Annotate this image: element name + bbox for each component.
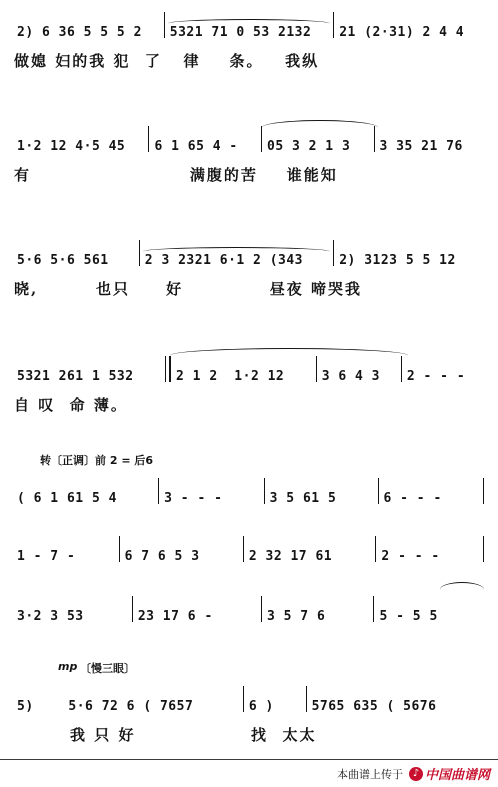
measure: 2) 6 36 5 5 5 2	[17, 25, 142, 40]
measure: 3 5 61 5	[269, 491, 337, 506]
measure: 5765 635 ( 5676	[311, 699, 437, 714]
notes-line-1	[14, 8, 484, 40]
measure: 5·6 5·6 561	[17, 253, 109, 268]
site-logo-text: 中国曲谱网	[424, 768, 490, 783]
measure: 3 35 21 76	[379, 139, 463, 154]
measure: 6 7 6 5 3	[124, 549, 200, 564]
site-logo[interactable]	[409, 764, 490, 783]
measure: 1 - 7 -	[17, 549, 76, 564]
tempo-mark: 〔慢三眼〕	[80, 662, 135, 675]
measure: 5 - 5 5	[379, 609, 438, 624]
notes-line-3	[14, 236, 484, 268]
measure: 3·2 3 53	[17, 609, 84, 624]
measure: 3 5 7 6	[266, 609, 326, 624]
lyrics-line-4: 自 叹 命 薄。	[14, 396, 128, 414]
measure: 6 )	[248, 699, 274, 714]
lyrics-line-3: 晓, 也只 好 昼夜 啼哭我	[14, 280, 362, 298]
measure: 6 1 65 4 -	[154, 139, 238, 154]
notes-line-2	[14, 122, 484, 154]
instrumental-1	[0, 474, 498, 534]
measure: 5·6 72 6 ( 7657	[68, 699, 194, 714]
lyrics-final: 我 只 好 找 太太	[70, 726, 317, 744]
measure: 05 3 2 1 3	[267, 139, 351, 154]
measure: 2 3 2321 6·1 2 (343	[142, 245, 331, 268]
dynamic-mark: mp	[58, 660, 78, 673]
modulation-note: 转〔正调〕前 2 = 后6	[40, 454, 154, 467]
measure: 2 - - -	[406, 369, 466, 384]
measure: 2 32 17 61	[248, 549, 333, 564]
final-system	[0, 682, 498, 742]
notes-line-4	[14, 352, 484, 384]
measure: 3 6 4 3	[321, 369, 380, 384]
measure: 2 1 2 1·2 12	[176, 369, 285, 384]
measure: 6 - - -	[383, 491, 442, 506]
upload-note: 本曲谱上传于	[337, 768, 403, 781]
instrumental-3	[0, 592, 498, 652]
lyrics-line-1: 做媳 妇的我 犯 了 律 条。 我纵	[14, 52, 320, 70]
measure: 5)	[17, 699, 34, 714]
system-3	[0, 236, 498, 296]
system-1	[0, 8, 498, 68]
measure: 1·2 12 4·5 45	[17, 139, 126, 154]
footer	[0, 759, 498, 786]
measure: 5321 71 0 53 2132	[167, 17, 331, 40]
measure: 23 17 6 -	[137, 609, 213, 624]
lyrics-line-2: 有 满腹的苦 谁能知	[14, 166, 338, 184]
system-4	[0, 352, 498, 412]
instrumental-2	[0, 532, 498, 592]
measure: 5321 261 1 532	[17, 369, 134, 384]
measure: 2) 3123 5 5 12	[339, 253, 456, 268]
music-note-icon: ♪	[409, 767, 423, 781]
measure: 2 - - -	[381, 549, 440, 564]
measure: 3 - - -	[164, 491, 223, 506]
system-2	[0, 122, 498, 182]
measure: ( 6 1 61 5 4	[17, 491, 117, 506]
measure: 21 (2·31) 2 4 4	[339, 25, 465, 40]
